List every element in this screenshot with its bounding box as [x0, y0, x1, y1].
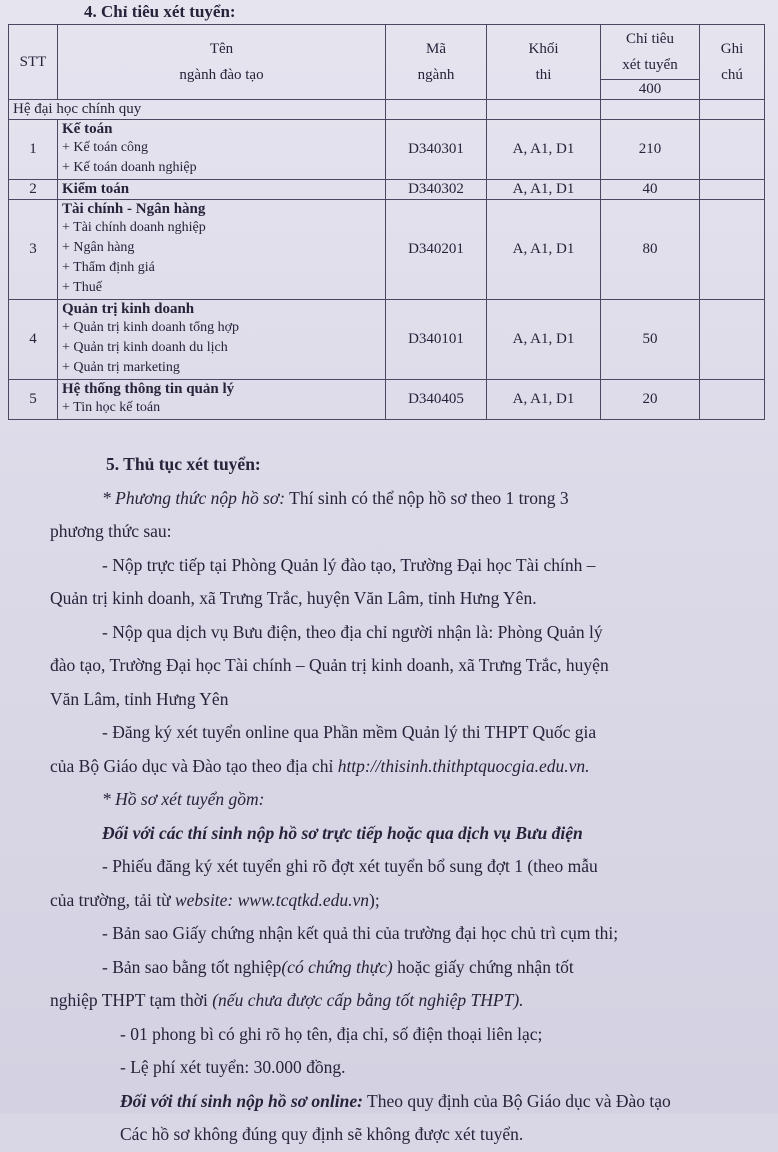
- major-cell: [58, 180, 386, 200]
- group-row: [9, 100, 765, 120]
- header-block: [487, 25, 601, 100]
- docs-label: * Hồ sơ xét tuyển gồm:: [102, 789, 265, 809]
- method-intro: Thí sinh có thể nộp hồ sơ theo 1 trong 3: [285, 487, 569, 508]
- major-name: Hệ thống thông tin quản lý: [62, 381, 235, 397]
- sub-major: + Kế toán công: [62, 140, 149, 155]
- method-3-line-b: [50, 750, 760, 784]
- doc-1-text: của trường, tải từ: [50, 889, 175, 910]
- online-paragraph: [50, 1085, 760, 1119]
- doc-3-line-b: [50, 984, 760, 1018]
- method-3-line-a: - Đăng ký xét tuyển online qua Phần mềm Quản lý thi THPT Quốc gia: [102, 722, 597, 742]
- method-1-line-b: Quản trị kinh doanh, xã Trưng Trắc, huyện Văn Lâm, tỉnh Hưng Yên.: [50, 588, 537, 608]
- direct-submission-label: Đối với các thí sinh nộp hồ sơ trực tiếp hoặc qua dịch vụ Bưu điện: [102, 822, 583, 843]
- note: [700, 180, 765, 200]
- major-name: Tài chính - Ngân hàng: [62, 201, 206, 217]
- method-2-line-b: đào tạo, Trường Đại học Tài chính – Quản trị kinh doanh, xã Trưng Trắc, huyện: [50, 655, 609, 675]
- doc-3-note: (có chứng thực): [281, 956, 393, 977]
- sub-major: + Kế toán doanh nghiệp: [62, 160, 197, 175]
- doc-4: - 01 phong bì có ghi rõ họ tên, địa chỉ, số điện thoại liên lạc;: [120, 1023, 543, 1044]
- note: [700, 380, 765, 420]
- method-paragraph: [50, 482, 760, 516]
- method-intro-cont: phương thức sau:: [50, 521, 172, 541]
- table-row: [9, 200, 765, 300]
- doc-1-end: );: [369, 889, 380, 910]
- method-label: * Phương thức nộp hồ sơ:: [102, 487, 286, 508]
- empty-cell: [601, 100, 700, 120]
- header-note: [700, 25, 765, 100]
- doc-3b-note: (nếu chưa được cấp bằng tốt nghiệp THPT).: [212, 990, 524, 1010]
- major-code: D340301: [386, 120, 487, 180]
- online-portal-url: http://thisinh.thithptquocgia.edu.vn.: [337, 755, 590, 776]
- quota: 80: [601, 200, 700, 300]
- section-5-body: [50, 448, 760, 1152]
- header-stt: STT: [9, 25, 58, 100]
- method-1-line-a: - Nộp trực tiếp tại Phòng Quản lý đào tạo, Trường Đại học Tài chính –: [102, 554, 596, 575]
- header-name-line1: Tên: [209, 41, 234, 57]
- sub-major: + Quản trị marketing: [62, 360, 180, 375]
- header-block-line1: Khối: [528, 41, 559, 57]
- header-quota-line2: xét tuyển: [622, 57, 678, 73]
- doc-3-line-a: [50, 951, 760, 985]
- major-cell: [58, 120, 386, 180]
- empty-cell: [700, 100, 765, 120]
- doc-3-text: - Bản sao bằng tốt nghiệp: [102, 956, 282, 977]
- table-row: [9, 120, 765, 180]
- empty-cell: [487, 100, 601, 120]
- sub-major: + Thẩm định giá: [62, 260, 155, 275]
- table-row: [9, 380, 765, 420]
- header-block-line2: thi: [535, 67, 552, 83]
- online-text: Theo quy định của Bộ Giáo dục và Đào tạo: [362, 1090, 671, 1111]
- quota: 50: [601, 300, 700, 380]
- major-cell: [58, 380, 386, 420]
- row-stt: 1: [9, 120, 58, 180]
- exam-block: A, A1, D1: [487, 200, 601, 300]
- table-header-row: [9, 25, 765, 80]
- row-stt: 4: [9, 300, 58, 380]
- quota-total: 400: [601, 80, 700, 100]
- sub-major: + Quản trị kinh doanh du lịch: [62, 340, 228, 355]
- online-label: Đối với thí sinh nộp hồ sơ online:: [120, 1090, 363, 1111]
- exam-block: A, A1, D1: [487, 180, 601, 200]
- section-5-title: 5. Thủ tục xét tuyển:: [106, 454, 261, 474]
- group-label: Hệ đại học chính quy: [9, 100, 386, 120]
- exam-block: A, A1, D1: [487, 380, 601, 420]
- exam-block: A, A1, D1: [487, 300, 601, 380]
- note: [700, 200, 765, 300]
- sub-major: + Thuế: [62, 280, 102, 295]
- section-4-title: 4. Chỉ tiêu xét tuyển:: [84, 2, 236, 21]
- major-name: Kế toán: [62, 121, 113, 137]
- table-row: [9, 180, 765, 200]
- doc-1-line-b: [50, 884, 760, 918]
- final-note: Các hồ sơ không đúng quy định sẽ không được xét tuyển.: [120, 1124, 524, 1144]
- quota: 40: [601, 180, 700, 200]
- header-name-line2: ngành đào tạo: [179, 67, 264, 83]
- header-quota-line1: Chỉ tiêu: [626, 31, 674, 47]
- header-code-line2: ngành: [417, 67, 455, 83]
- note: [700, 300, 765, 380]
- note: [700, 120, 765, 180]
- major-name: Quản trị kinh doanh: [62, 301, 195, 317]
- header-code: [386, 25, 487, 100]
- row-stt: 3: [9, 200, 58, 300]
- school-website: website: www.tcqtkd.edu.vn: [174, 889, 370, 910]
- major-code: D340101: [386, 300, 487, 380]
- header-code-line1: Mã: [426, 41, 446, 57]
- header-note-line1: Ghi: [720, 41, 744, 57]
- row-stt: 2: [9, 180, 58, 200]
- doc-5: - Lệ phí xét tuyển: 30.000 đồng.: [120, 1057, 346, 1077]
- sub-major: + Tài chính doanh nghiệp: [62, 220, 206, 235]
- table-row: [9, 300, 765, 380]
- sub-major: + Quản trị kinh doanh tổng hợp: [62, 320, 240, 335]
- header-note-line2: chú: [721, 67, 743, 83]
- method-2-line-c: Văn Lâm, tỉnh Hưng Yên: [50, 688, 229, 709]
- major-cell: [58, 300, 386, 380]
- major-code: D340302: [386, 180, 487, 200]
- doc-2: - Bản sao Giấy chứng nhận kết quả thi của trường đại học chủ trì cụm thi;: [102, 923, 619, 943]
- method-3-text: của Bộ Giáo dục và Đào tạo theo địa chỉ: [50, 755, 338, 776]
- doc-3b-text: nghiệp THPT tạm thời: [50, 990, 213, 1010]
- admission-quota-table: [8, 24, 765, 420]
- quota: 20: [601, 380, 700, 420]
- empty-cell: [386, 100, 487, 120]
- row-stt: 5: [9, 380, 58, 420]
- sub-major: + Tin học kế toán: [62, 400, 161, 415]
- major-cell: [58, 200, 386, 300]
- major-code: D340201: [386, 200, 487, 300]
- header-major-name: [58, 25, 386, 100]
- sub-major: + Ngân hàng: [62, 240, 135, 255]
- major-code: D340405: [386, 380, 487, 420]
- major-name: Kiểm toán: [62, 181, 130, 197]
- method-2-line-a: - Nộp qua dịch vụ Bưu điện, theo địa chỉ người nhận là: Phòng Quản lý: [102, 621, 603, 642]
- quota: 210: [601, 120, 700, 180]
- header-quota: [601, 25, 700, 80]
- doc-3-text-end: hoặc giấy chứng nhận tốt: [392, 956, 574, 977]
- exam-block: A, A1, D1: [487, 120, 601, 180]
- doc-1-line-a: - Phiếu đăng ký xét tuyển ghi rõ đợt xét tuyển bổ sung đợt 1 (theo mẫu: [102, 856, 598, 876]
